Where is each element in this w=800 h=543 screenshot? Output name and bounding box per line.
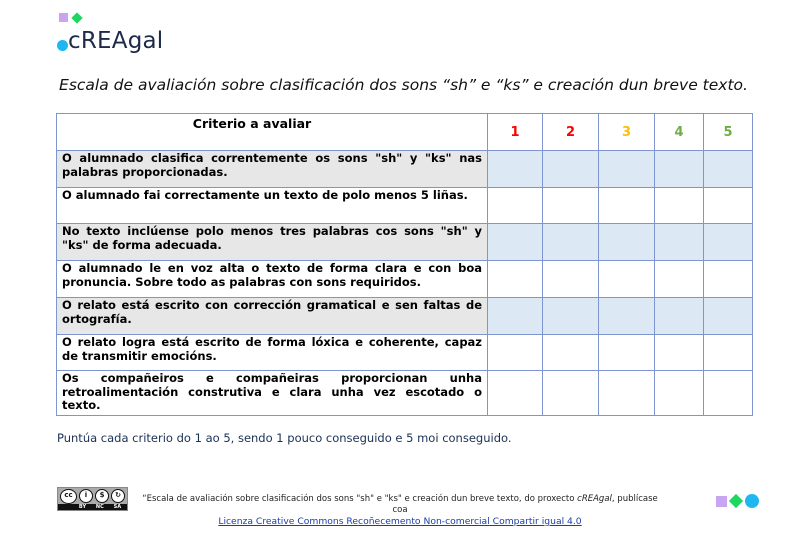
sa-label: SA [113, 504, 122, 510]
creagal-shapes-logo [715, 493, 760, 509]
score-cell-5[interactable] [704, 151, 753, 188]
score-cell-4[interactable] [655, 224, 704, 261]
logo-diamond-icon [71, 12, 82, 23]
score-cell-5[interactable] [704, 298, 753, 335]
score-cell-1[interactable] [488, 261, 543, 298]
score-cell-1[interactable] [488, 188, 543, 224]
score-cell-3[interactable] [599, 224, 655, 261]
non-commercial-icon: $ [95, 489, 109, 503]
scoring-instructions: Puntúa cada criterio do 1 ao 5, sendo 1 pouco conseguido e 5 moi conseguido. [57, 431, 512, 445]
credit-suffix: , publícase coa [392, 494, 658, 515]
score-cell-3[interactable] [599, 335, 655, 371]
score-cell-5[interactable] [704, 188, 753, 224]
license-credit [140, 494, 660, 528]
score-cell-1[interactable] [488, 371, 543, 416]
score-header-1: 1 [488, 114, 543, 151]
criterion-cell: Os compañeiros e compañeiras proporcionan unha retroalimentación construtiva e clara unha vez escotado o texto. [57, 371, 488, 416]
square-icon [716, 496, 727, 507]
score-cell-3[interactable] [599, 151, 655, 188]
score-cell-5[interactable] [704, 224, 753, 261]
page-title: Escala de avaliación sobre clasificación dos sons “sh” e “ks” e creación dun breve texto. [59, 76, 748, 94]
criteria-header: Criterio a avaliar [57, 114, 488, 151]
score-header-2: 2 [543, 114, 599, 151]
score-cell-4[interactable] [655, 261, 704, 298]
credit-prefix: “Escala de avaliación sobre clasificación dos sons "sh" e "ks" e creación dun breve texto, do proxecto [142, 494, 578, 504]
score-cell-4[interactable] [655, 151, 704, 188]
score-cell-3[interactable] [599, 371, 655, 416]
score-cell-3[interactable] [599, 261, 655, 298]
score-header-5: 5 [704, 114, 753, 151]
criterion-cell: O relato logra está escrito de forma lóxica e coherente, capaz de transmitir emocións. [57, 335, 488, 371]
rubric-table [56, 113, 753, 416]
criterion-cell: O alumnado le en voz alta o texto de forma clara e con boa pronuncia. Sobre todo as palabras con sons requiridos. [57, 261, 488, 298]
circle-icon [745, 494, 759, 508]
score-cell-2[interactable] [543, 188, 599, 224]
attribution-icon: i [79, 489, 93, 503]
score-cell-2[interactable] [543, 224, 599, 261]
score-cell-1[interactable] [488, 151, 543, 188]
criterion-cell: O relato está escrito con corrección gramatical e sen faltas de ortografía. [57, 298, 488, 335]
score-cell-4[interactable] [655, 188, 704, 224]
criterion-cell: No texto inclúense polo menos tres palabras cos sons "sh" y "ks" de forma adecuada. [57, 224, 488, 261]
score-cell-2[interactable] [543, 298, 599, 335]
table-row [57, 151, 753, 188]
creative-commons-badge[interactable] [57, 487, 128, 511]
score-cell-5[interactable] [704, 335, 753, 371]
score-cell-4[interactable] [655, 298, 704, 335]
creagal-logo [56, 11, 176, 54]
credit-brand: cREAgal [577, 494, 612, 504]
table-row [57, 298, 753, 335]
criterion-cell: O alumnado clasifica correntemente os sons "sh" y "ks" nas palabras proporcionadas. [57, 151, 488, 188]
score-cell-2[interactable] [543, 261, 599, 298]
score-cell-3[interactable] [599, 188, 655, 224]
score-cell-1[interactable] [488, 224, 543, 261]
diamond-icon [729, 494, 743, 508]
logo-square-icon [59, 13, 68, 22]
table-row [57, 224, 753, 261]
criterion-cell: O alumnado fai correctamente un texto de polo menos 5 liñas. [57, 188, 488, 224]
score-cell-5[interactable] [704, 371, 753, 416]
nc-label: NC [95, 504, 104, 510]
share-alike-icon: ↻ [111, 489, 125, 503]
table-row [57, 188, 753, 224]
table-header-row [57, 114, 753, 151]
score-cell-3[interactable] [599, 298, 655, 335]
score-cell-1[interactable] [488, 298, 543, 335]
cc-icon: cc [60, 489, 77, 504]
table-row [57, 335, 753, 371]
score-cell-2[interactable] [543, 151, 599, 188]
license-link[interactable]: Licenza Creative Commons Recoñecemento Non-comercial Compartir igual 4.0 [218, 516, 582, 527]
score-cell-1[interactable] [488, 335, 543, 371]
score-cell-5[interactable] [704, 261, 753, 298]
table-row [57, 261, 753, 298]
score-cell-2[interactable] [543, 371, 599, 416]
score-header-4: 4 [655, 114, 704, 151]
score-cell-4[interactable] [655, 371, 704, 416]
score-cell-4[interactable] [655, 335, 704, 371]
score-header-3: 3 [599, 114, 655, 151]
logo-text: cREAgal [68, 28, 164, 54]
logo-circle-icon [57, 40, 68, 51]
by-label: BY [78, 504, 87, 510]
score-cell-2[interactable] [543, 335, 599, 371]
table-row [57, 371, 753, 416]
